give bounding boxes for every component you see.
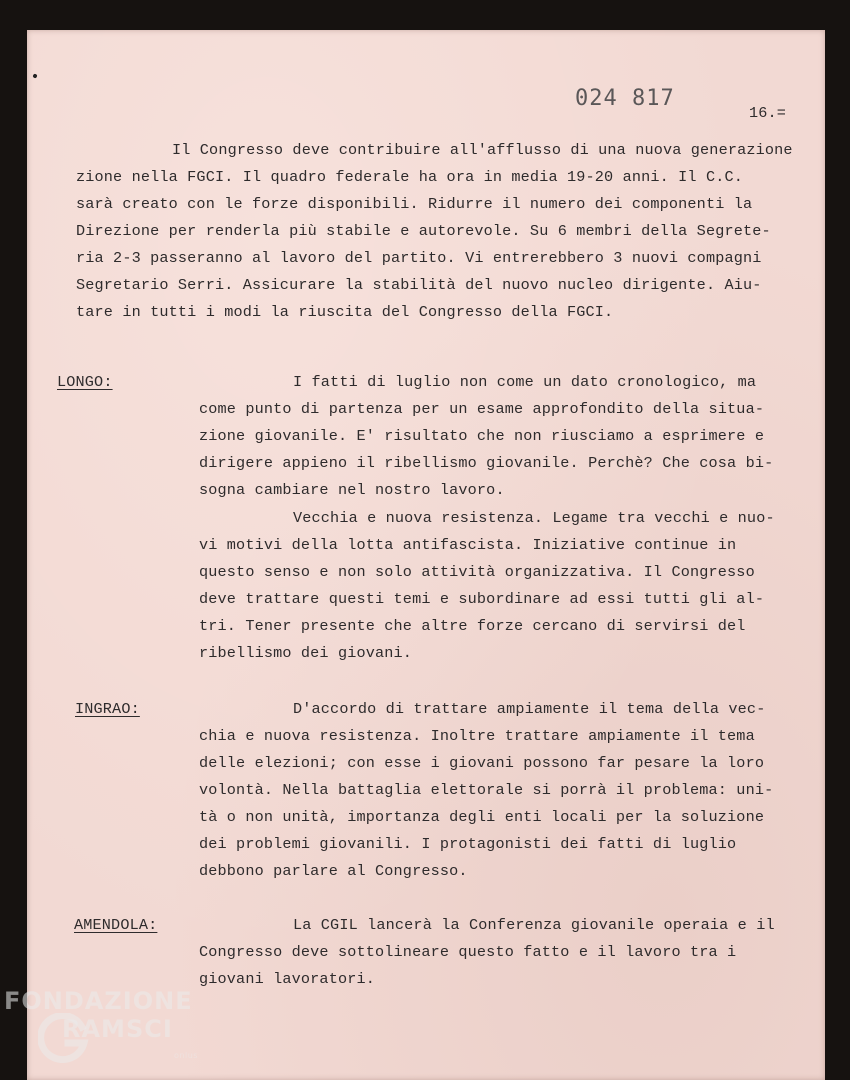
text-line: chia e nuova resistenza. Inoltre trattare ampiamente il tema <box>199 727 755 745</box>
watermark-line2: RAMSCI <box>62 1015 173 1043</box>
ink-dot-mark <box>32 73 37 78</box>
text-line: I fatti di luglio non come un dato cronologico, ma <box>293 373 757 391</box>
text-line: debbono parlare al Congresso. <box>199 862 468 880</box>
text-line: zione giovanile. E' risultato che non riusciamo a esprimere e <box>199 427 765 445</box>
text-line: vi motivi della lotta antifascista. Iniziative continue in <box>199 536 737 554</box>
watermark-sub: onlus <box>174 1051 198 1060</box>
text-line: Il Congresso deve contribuire all'afflusso di una nuova generazione <box>172 141 793 159</box>
text-line: ribellismo dei giovani. <box>199 644 413 662</box>
text-line: dirigere appieno il ribellismo giovanile. Perchè? Che cosa bi- <box>199 454 774 472</box>
document-page <box>27 30 825 1080</box>
speaker-name: INGRAO: <box>75 700 140 718</box>
text-line: giovani lavoratori. <box>199 970 376 988</box>
watermark-line1: FONDAZIONE <box>4 987 193 1015</box>
text-line: D'accordo di trattare ampiamente il tema della vec- <box>293 700 766 718</box>
speaker-name: AMENDOLA: <box>74 916 158 934</box>
text-line: deve trattare questi temi e subordinare ad essi tutti gli al- <box>199 590 765 608</box>
text-line: ria 2-3 passeranno al lavoro del partito. Vi entrerebbero 3 nuovi compagni <box>76 249 762 267</box>
text-line: sogna cambiare nel nostro lavoro. <box>199 481 505 499</box>
text-line: Segretario Serri. Assicurare la stabilità del nuovo nucleo dirigente. Aiu- <box>76 276 762 294</box>
text-line: Direzione per renderla più stabile e autorevole. Su 6 membri della Segrete- <box>76 222 771 240</box>
text-line: sarà creato con le forze disponibili. Ridurre il numero dei componenti la <box>76 195 753 213</box>
text-line: delle elezioni; con esse i giovani possono far pesare la loro <box>199 754 765 772</box>
text-line: volontà. Nella battaglia elettorale si porrà il problema: uni- <box>199 781 774 799</box>
text-line: zione nella FGCI. Il quadro federale ha ora in media 19-20 anni. Il C.C. <box>76 168 744 186</box>
text-line: Vecchia e nuova resistenza. Legame tra vecchi e nuo- <box>293 509 775 527</box>
page-number: 16.= <box>749 104 787 122</box>
text-line: dei problemi giovanili. I protagonisti dei fatti di luglio <box>199 835 737 853</box>
archive-number: 024 817 <box>575 86 675 111</box>
text-line: tri. Tener presente che altre forze cercano di servirsi del <box>199 617 746 635</box>
text-line: La CGIL lancerà la Conferenza giovanile operaia e il <box>293 916 775 934</box>
text-line: Congresso deve sottolineare questo fatto e il lavoro tra i <box>199 943 737 961</box>
text-line: questo senso e non solo attività organizzativa. Il Congresso <box>199 563 755 581</box>
text-line: tà o non unità, importanza degli enti locali per la soluzione <box>199 808 765 826</box>
text-line: tare in tutti i modi la riuscita del Congresso della FGCI. <box>76 303 614 321</box>
text-line: come punto di partenza per un esame approfondito della situa- <box>199 400 765 418</box>
speaker-name: LONGO: <box>57 373 113 391</box>
